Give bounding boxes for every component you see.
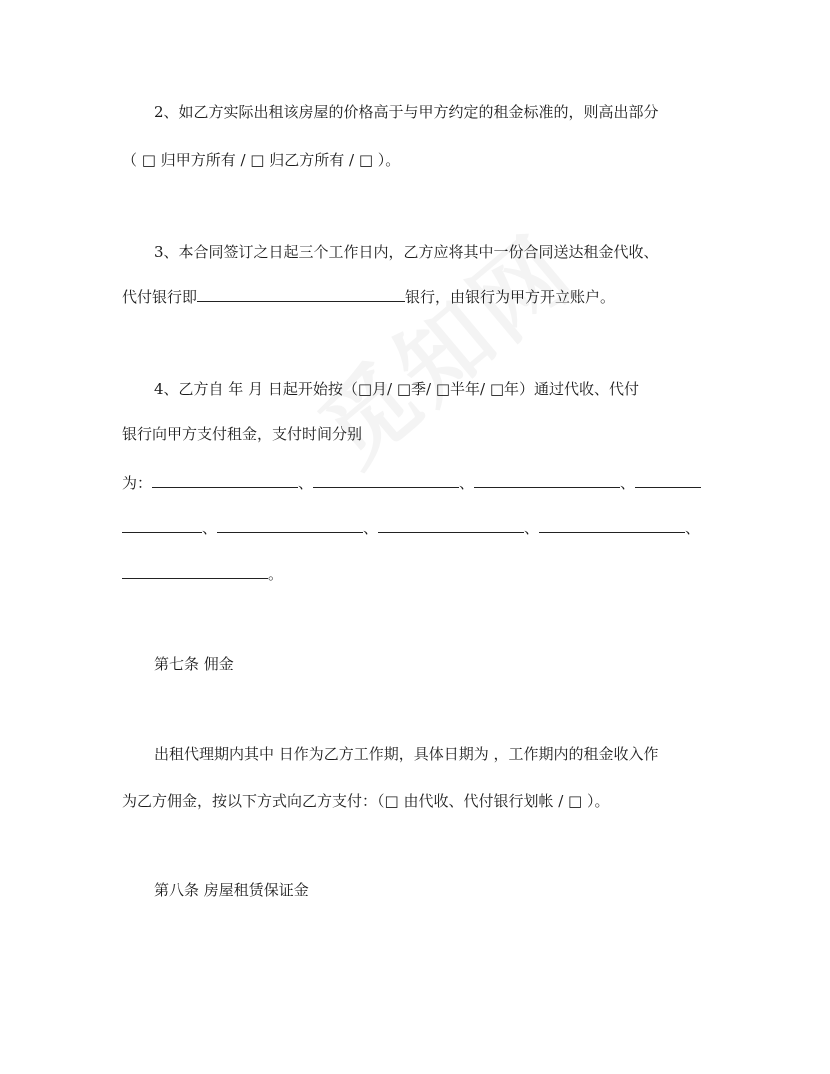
payment-date-blank[interactable] [217, 517, 363, 533]
clause2-line1: 2、如乙方实际出租该房屋的价格高于与甲方约定的租金标准的，则高出部分 [154, 103, 659, 121]
clause4-end: 。 [268, 565, 284, 583]
article7-line1: 出租代理期内其中 日作为乙方工作期，具体日期为 ，工作期内的租金收入作 [154, 745, 659, 763]
clause3-line2-suffix: 银行，由银行为甲方开立账户。 [405, 288, 616, 306]
clause4-line3-prefix: 为： [122, 474, 153, 492]
clause3-line1: 3、本合同签订之日起三个工作日内，乙方应将其中一份合同送达租金代收、 [154, 243, 659, 261]
clause4-line4 [122, 517, 700, 539]
separator: 、 [524, 519, 540, 537]
payment-date-blank[interactable] [474, 472, 620, 488]
clause3-line2-prefix: 代付银行即 [122, 288, 198, 306]
bank-name-blank[interactable] [197, 286, 405, 302]
article7-heading: 第七条 佣金 [154, 655, 234, 673]
article8-heading: 第八条 房屋租赁保证金 [154, 881, 309, 899]
separator: 、 [202, 519, 218, 537]
separator: 、 [298, 474, 314, 492]
clause2-line2: （ □ 归甲方所有 / □ 归乙方所有 / □ ）。 [122, 151, 401, 169]
clause3-line2 [122, 286, 615, 308]
separator: 、 [620, 474, 636, 492]
payment-date-blank[interactable] [378, 517, 524, 533]
clause4-line5 [122, 563, 283, 585]
separator: 、 [685, 519, 701, 537]
payment-date-blank[interactable] [539, 517, 685, 533]
clause4-line1: 4、乙方自 年 月 日起开始按（□月/ □季/ □半年/ □年）通过代收、代付 [154, 380, 640, 398]
clause4-line3 [122, 472, 701, 494]
payment-date-blank[interactable] [152, 472, 298, 488]
payment-date-blank[interactable] [122, 563, 268, 579]
separator: 、 [459, 474, 475, 492]
clause4-line2: 银行向甲方支付租金，支付时间分别 [122, 425, 363, 443]
payment-date-blank[interactable] [635, 472, 701, 488]
payment-date-blank[interactable] [122, 517, 202, 533]
payment-date-blank[interactable] [313, 472, 459, 488]
article7-line2: 为乙方佣金，按以下方式向乙方支付：（□ 由代收、代付银行划帐 / □ ）。 [122, 792, 610, 810]
separator: 、 [363, 519, 379, 537]
